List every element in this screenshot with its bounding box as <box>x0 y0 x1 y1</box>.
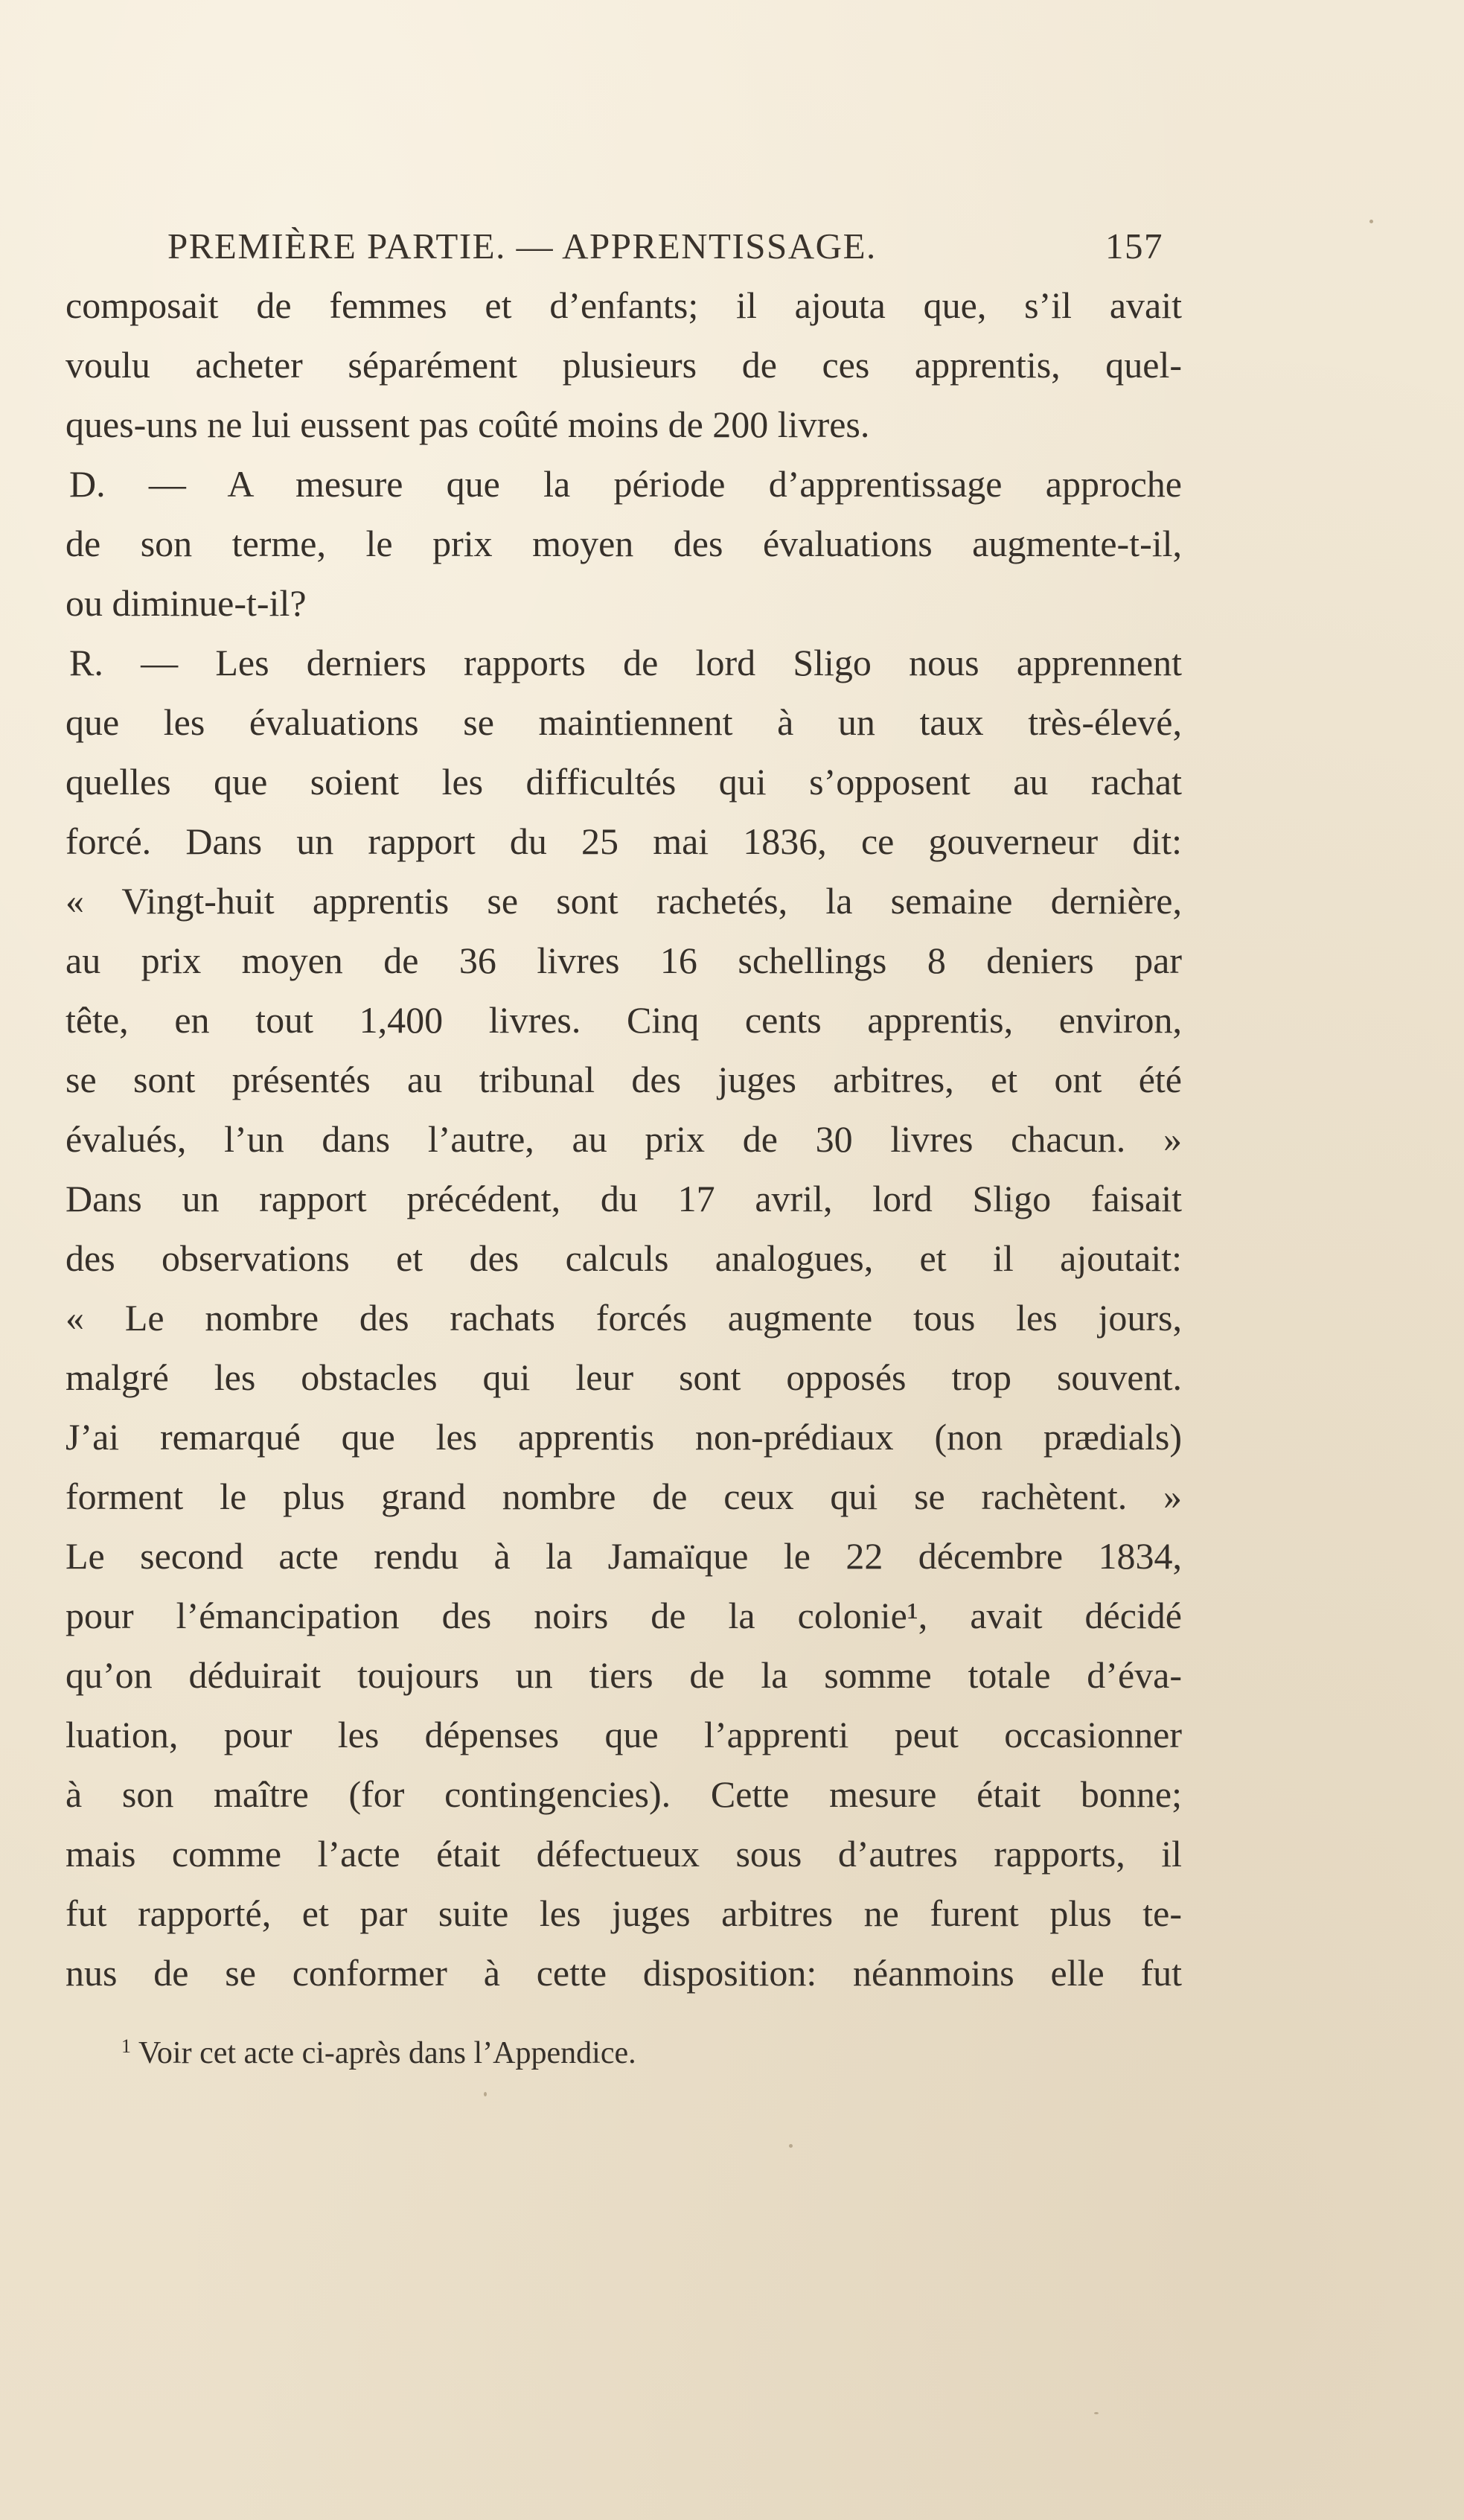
page-header <box>71 225 1187 277</box>
text-line: « Vingt-huit apprentis se sont rachetés, la semaine dernière, <box>65 880 1182 922</box>
text-line: à son maître (for contingencies). Cette mesure était bonne; <box>65 1773 1182 1815</box>
text-line: voulu acheter séparément plusieurs de ces apprentis, quel- <box>65 344 1182 386</box>
text-line: R. — Les derniers rapports de lord Sligo nous apprennent <box>69 642 1182 683</box>
text-line: composait de femmes et d’enfants; il ajouta que, s’il avait <box>65 284 1182 326</box>
paper-speck <box>1094 2412 1099 2414</box>
paper-speck <box>484 2092 487 2096</box>
text-line: forment le plus grand nombre de ceux qui se rachètent. » <box>65 1476 1182 1517</box>
text-line: mais comme l’acte était défectueux sous d’autres rapports, il <box>65 1833 1182 1875</box>
text-line: au prix moyen de 36 livres 16 schellings 8 deniers par <box>65 940 1182 981</box>
text-line: quelles que soient les difficultés qui s’opposent au rachat <box>65 761 1182 803</box>
text-line: évalués, l’un dans l’autre, au prix de 30 livres chacun. » <box>65 1118 1182 1160</box>
text-line: tête, en tout 1,400 livres. Cinq cents apprentis, environ, <box>65 999 1182 1041</box>
text-line: Dans un rapport précédent, du 17 avril, lord Sligo faisait <box>65 1178 1182 1219</box>
text-line: luation, pour les dépenses que l’apprenti peut occasionner <box>65 1714 1182 1755</box>
paper-speck <box>789 2144 793 2148</box>
page-number: 157 <box>1105 226 1163 267</box>
footnote-text: Voir cet acte ci-après dans l’Appendice. <box>138 2036 636 2070</box>
text-line: « Le nombre des rachats forcés augmente tous les jours, <box>65 1297 1182 1339</box>
text-line: D. — A mesure que la période d’apprentissage approche <box>69 463 1182 505</box>
footnote-marker: 1 <box>121 2035 131 2057</box>
text-line: qu’on déduirait toujours un tiers de la somme totale d’éva- <box>65 1654 1182 1696</box>
text-line: fut rapporté, et par suite les juges arbitres ne furent plus te- <box>65 1892 1182 1934</box>
text-line: nus de se conformer à cette disposition: néanmoins elle fut <box>65 1952 1182 1994</box>
text-line: des observations et des calculs analogues, et il ajoutait: <box>65 1237 1182 1279</box>
paper-speck <box>1369 220 1373 223</box>
text-line: de son terme, le prix moyen des évaluations augmente-t-il, <box>65 523 1182 564</box>
text-line: que les évaluations se maintiennent à un taux très-élevé, <box>65 701 1182 743</box>
footnote <box>121 2035 636 2071</box>
text-line: Le second acte rendu à la Jamaïque le 22 décembre 1834, <box>65 1535 1182 1577</box>
text-line: forcé. Dans un rapport du 25 mai 1836, ce gouverneur dit: <box>65 820 1182 862</box>
text-line: pour l’émancipation des noirs de la colonie¹, avait décidé <box>65 1595 1182 1636</box>
text-line: ques-uns ne lui eussent pas coûté moins de 200 livres. <box>65 403 870 445</box>
text-line: malgré les obstacles qui leur sont opposés trop souvent. <box>65 1356 1182 1398</box>
text-line: J’ai remarqué que les apprentis non-prédiaux (non prædials) <box>65 1416 1182 1458</box>
text-line: ou diminue-t-il? <box>65 582 307 624</box>
running-head: PREMIÈRE PARTIE. — APPRENTISSAGE. <box>167 226 877 267</box>
text-line: se sont présentés au tribunal des juges arbitres, et ont été <box>65 1059 1182 1100</box>
